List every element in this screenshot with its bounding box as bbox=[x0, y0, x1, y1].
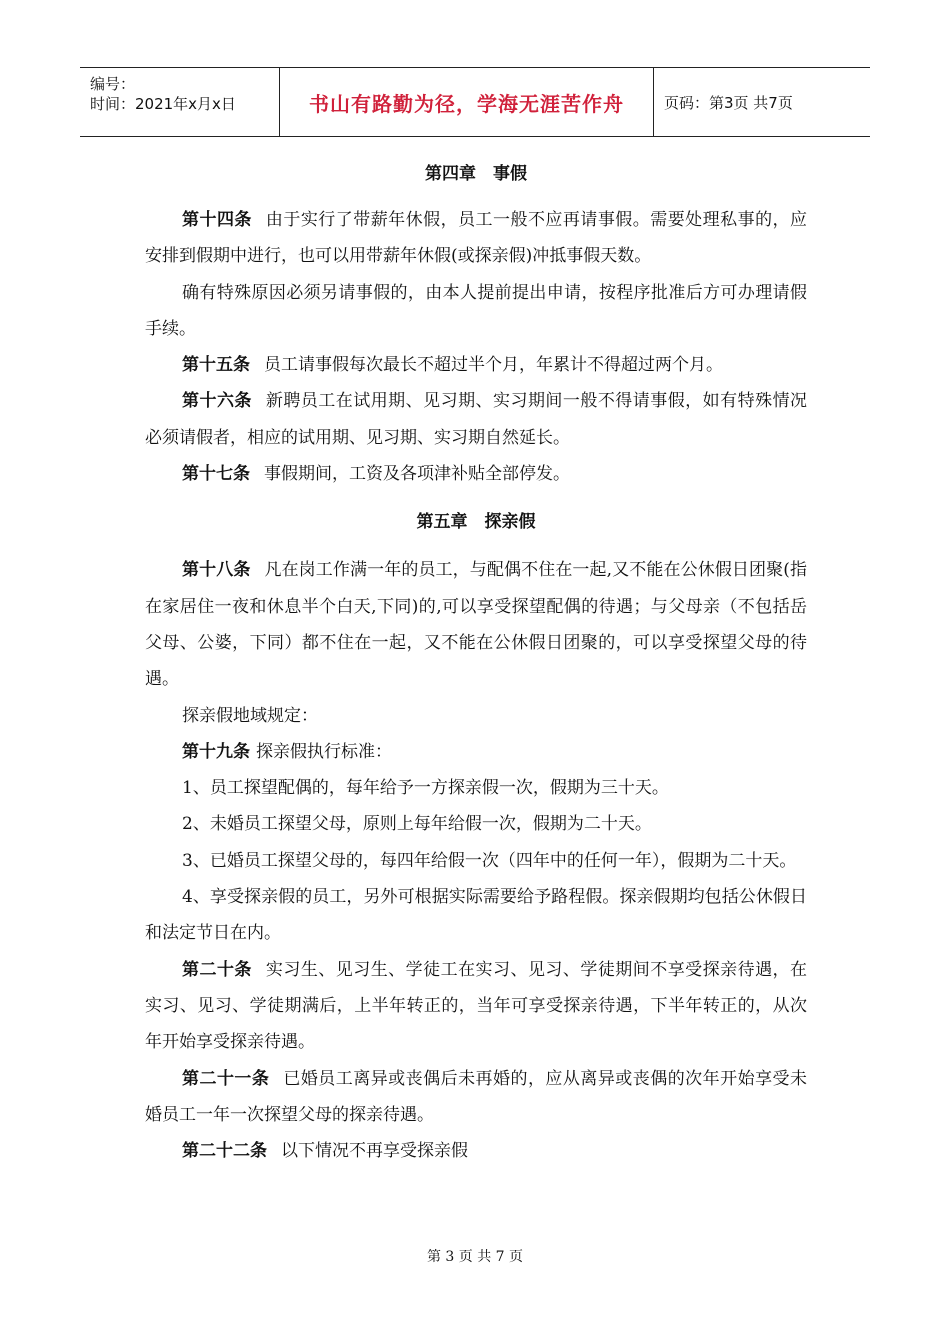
article-21-label: 第二十一条 bbox=[182, 1068, 270, 1089]
article-14 bbox=[145, 202, 807, 275]
header-page-info: 页码：第3页 共7页 bbox=[664, 93, 793, 112]
article-14-text: 由于实行了带薪年休假，员工一般不应再请事假。需要处理私事的，应安排到假期中进行，也可以用带薪年休假(或探亲假)冲抵事假天数。 bbox=[145, 210, 808, 267]
article-17-text: 事假期间，工资及各项津补贴全部停发。 bbox=[264, 464, 570, 485]
article-20-text: 实习生、见习生、学徒工在实习、见习、学徒期间不享受探亲待遇，在实习、见习、学徒期满后，上半年转正的，当年可享受探亲待遇，下半年转正的，从次年开始享受探亲待遇。 bbox=[145, 959, 808, 1053]
article-15-label: 第十五条 bbox=[182, 355, 250, 376]
page-footer: 第 3 页 共 7 页 bbox=[426, 1249, 524, 1265]
article-19-text: 探亲假执行标准： bbox=[256, 741, 392, 762]
article-21-text: 已婚员工离异或丧偶后未再婚的，应从离异或丧偶的次年开始享受未婚员工一年一次探望父母的探亲待遇。 bbox=[145, 1068, 808, 1125]
article-21 bbox=[145, 1061, 807, 1134]
header-table bbox=[80, 67, 870, 137]
article-19-item-1: 1、员工探望配偶的，每年给予一方探亲假一次，假期为三十天。 bbox=[182, 778, 669, 799]
article-22-text: 以下情况不再享受探亲假 bbox=[281, 1141, 468, 1162]
article-19-label: 第十九条 bbox=[182, 741, 250, 762]
article-17-label: 第十七条 bbox=[182, 464, 250, 485]
article-19 bbox=[145, 734, 807, 770]
article-20 bbox=[145, 952, 807, 1061]
article-14-paragraph-2: 确有特殊原因必须另请事假的，由本人提前提出申请，按程序批准后方可办理请假手续。 bbox=[145, 282, 807, 339]
article-16-text: 新聘员工在试用期、见习期、实习期间一般不得请事假，如有特殊情况必须请假者，相应的试用期、见习期、实习期自然延长。 bbox=[145, 391, 808, 448]
article-20-label: 第二十条 bbox=[182, 959, 252, 980]
article-18 bbox=[145, 552, 807, 697]
article-17 bbox=[145, 456, 807, 492]
doc-code-label: 编号： bbox=[90, 75, 136, 93]
document-body bbox=[145, 152, 807, 1169]
header-motto: 书山有路勤为径，学海无涯苦作舟 bbox=[280, 68, 654, 136]
article-22-label: 第二十二条 bbox=[182, 1141, 267, 1162]
article-16 bbox=[145, 383, 807, 456]
article-19-item-2: 2、未婚员工探望父母，原则上每年给假一次，假期为二十天。 bbox=[182, 814, 652, 835]
article-19-item-4: 4、享受探亲假的员工，另外可根据实际需要给予路程假。探亲假期均包括公休假日和法定节日在内。 bbox=[145, 887, 807, 944]
doc-date-label: 时间：2021年x月x日 bbox=[90, 95, 236, 113]
article-18-text: 凡在岗工作满一年的员工，与配偶不住在一起,又不能在公休假日团聚(指在家居住一夜和休息半个白天,下同)的,可以享受探望配偶的待遇；与父母亲（不包括岳父母、公婆，下同）都不住在一起，又不能在公休假日团聚的，可以享受探望父母的待遇。 bbox=[145, 560, 808, 690]
article-19-item-3: 3、已婚员工探望父母的，每四年给假一次（四年中的任何一年），假期为二十天。 bbox=[182, 850, 797, 871]
chapter-4-title: 第四章 事假 bbox=[425, 164, 527, 184]
chapter-5-title: 第五章 探亲假 bbox=[416, 512, 536, 533]
article-22 bbox=[145, 1133, 807, 1169]
header-meta bbox=[80, 68, 280, 136]
article-15-text: 员工请事假每次最长不超过半个月，年累计不得超过两个月。 bbox=[264, 355, 723, 376]
article-15 bbox=[145, 347, 807, 383]
article-16-label: 第十六条 bbox=[182, 391, 252, 412]
region-rule: 探亲假地域规定： bbox=[182, 705, 318, 726]
article-18-label: 第十八条 bbox=[182, 560, 251, 581]
article-14-label: 第十四条 bbox=[182, 210, 252, 230]
